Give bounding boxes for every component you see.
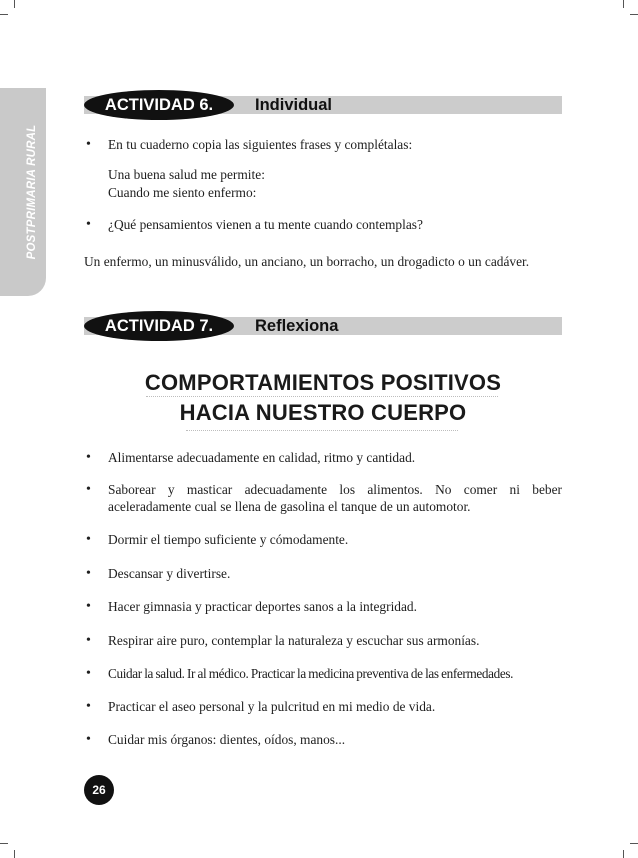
page-number: 26 — [84, 775, 114, 805]
bullet-icon: • — [86, 217, 91, 232]
list-item: Dormir el tiempo suficiente y cómodamente. — [108, 532, 349, 547]
crop-mark — [0, 14, 8, 15]
list-item: Respirar aire puro, contemplar la naturaleza y escuchar sus armonías. — [108, 633, 480, 648]
bullet-icon: • — [86, 532, 91, 547]
heading-divider — [186, 430, 458, 431]
side-tab — [0, 88, 46, 296]
crop-mark — [630, 843, 638, 844]
bullet-icon: • — [86, 633, 91, 648]
list-item: Cuidar mis órganos: dientes, oídos, manos... — [108, 732, 346, 747]
list-item: Alimentarse adecuadamente en calidad, ritmo y cantidad. — [108, 450, 416, 465]
section-heading-line-2: HACIA NUESTRO CUERPO — [179, 400, 467, 425]
bullet-icon: • — [86, 450, 91, 465]
crop-mark — [14, 850, 15, 858]
activity-7-header — [84, 317, 562, 335]
list-item: Saborear y masticar adecuadamente los alimentos. No comer ni beber — [108, 482, 562, 497]
heading-divider — [146, 396, 498, 397]
bullet-icon: • — [86, 137, 91, 152]
list-item-continuation: aceleradamente cual se llena de gasolina el tanque de un automotor. — [108, 499, 471, 514]
bullet-icon: • — [86, 566, 91, 581]
crop-mark — [0, 843, 8, 844]
activity-7-label: ACTIVIDAD 7. — [84, 311, 234, 341]
bullet-icon: • — [86, 699, 91, 714]
list-item: Descansar y divertirse. — [108, 566, 231, 581]
activity-6-type: Individual — [255, 96, 333, 114]
list-item: Practicar el aseo personal y la pulcritud en mi medio de vida. — [108, 699, 436, 714]
bullet-icon: • — [86, 666, 91, 681]
list-item: Cuidar la salud. Ir al médico. Practicar la medicina preventiva de las enfermedades. — [108, 666, 514, 681]
activity-6-question: ¿Qué pensamientos vienen a tu mente cuando contemplas? — [108, 217, 423, 232]
activity-6-label: ACTIVIDAD 6. — [84, 90, 234, 120]
section-heading-line-1: COMPORTAMIENTOS POSITIVOS — [144, 370, 502, 395]
activity-7-type: Reflexiona — [255, 317, 339, 335]
crop-mark — [623, 0, 624, 8]
bullet-icon: • — [86, 732, 91, 747]
phrase-1: Una buena salud me permite: — [108, 167, 265, 182]
crop-mark — [14, 0, 15, 8]
crop-mark — [623, 850, 624, 858]
side-label: POSTPRIMARIA RURAL — [26, 124, 38, 260]
activity-6-instruction: En tu cuaderno copia las siguientes frases y complétalas: — [108, 137, 413, 152]
activity-6-paragraph: Un enfermo, un minusválido, un anciano, un borracho, un drogadicto o un cadáver. — [84, 254, 530, 269]
activity-6-header — [84, 96, 562, 114]
crop-mark — [630, 14, 638, 15]
bullet-icon: • — [86, 482, 91, 497]
phrase-2: Cuando me siento enfermo: — [108, 185, 257, 200]
list-item: Hacer gimnasia y practicar deportes sanos a la integridad. — [108, 599, 417, 614]
bullet-icon: • — [86, 599, 91, 614]
